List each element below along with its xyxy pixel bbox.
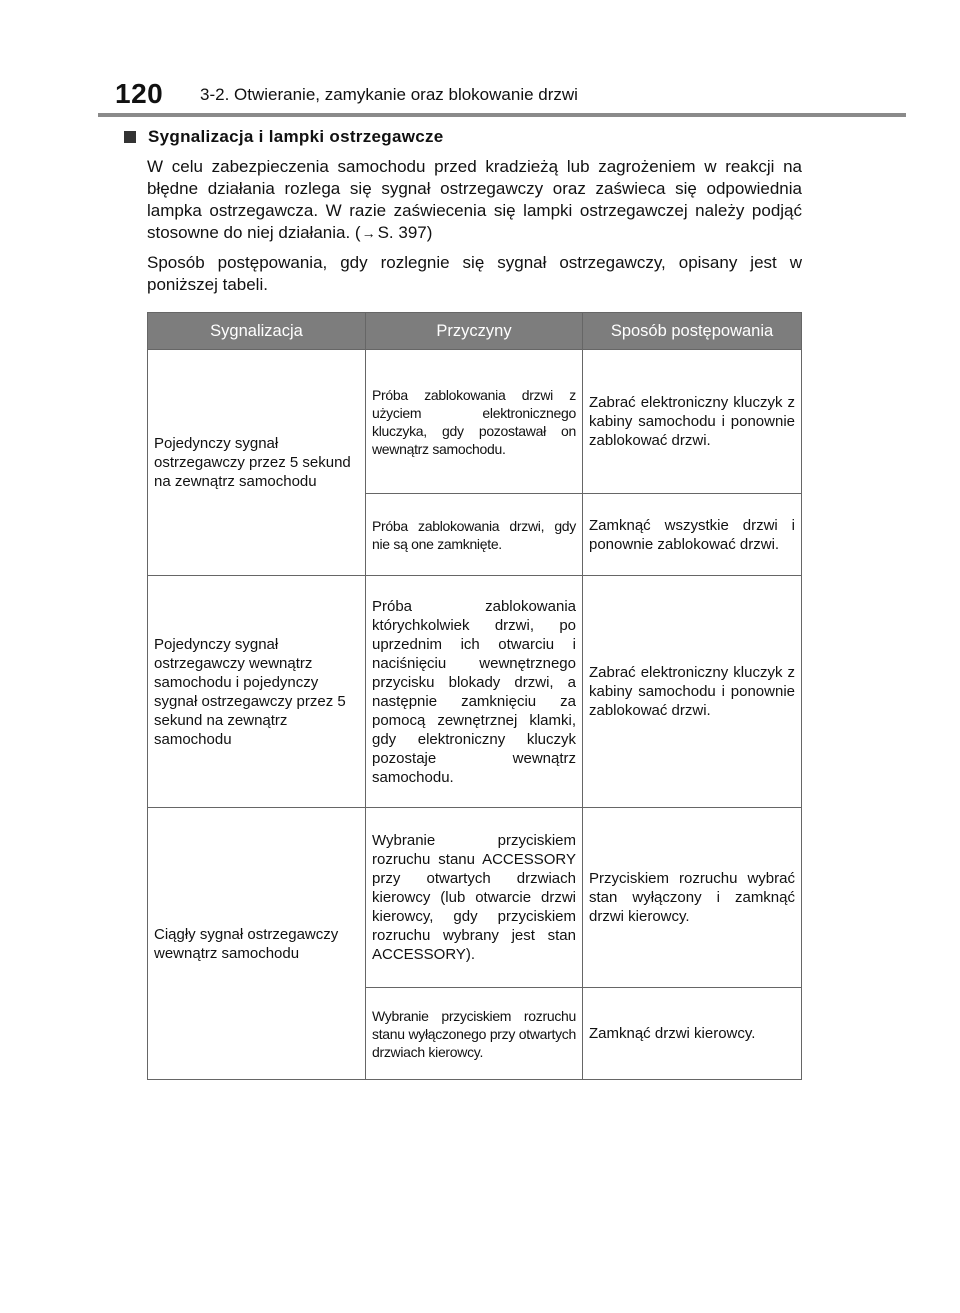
arrow-right-icon: → xyxy=(361,225,376,241)
action-cell: Zamknąć drzwi kierowcy. xyxy=(583,988,802,1080)
table-intro-paragraph: Sposób postępowania, gdy rozlegnie się sygnał ostrzegawczy, opisany jest w poniższej tabeli. xyxy=(147,253,802,294)
cause-cell: Próba zablokowania drzwi, gdy nie są one zamknięte. xyxy=(366,494,583,576)
section-warnings xyxy=(122,124,802,296)
cause-cell: Wybranie przyciskiem rozruchu stanu wyłączonego przy otwartych drzwiach kierowcy. xyxy=(366,988,583,1080)
action-cell: Zabrać elektroniczny kluczyk z kabiny samochodu i ponownie zablokować drzwi. xyxy=(583,350,802,494)
action-cell: Zamknąć wszystkie drzwi i ponownie zablokować drzwi. xyxy=(583,494,802,576)
cause-cell: Próba zablokowania którychkolwiek drzwi, po uprzednim ich otwarciu i naciśnięciu wewnętrznego przycisku blokady drzwi, a następnie zamknięciu za pomocą zewnętrznej klamki, gdy elektroniczny kluczyk pozostaje wewnątrz samochodu. xyxy=(366,576,583,808)
section-heading-text: Sygnalizacja i lampki ostrzegawcze xyxy=(148,127,444,146)
cause-cell: Wybranie przyciskiem rozruchu stanu ACCESSORY przy otwartych drzwiach kierowcy (lub otwarcie drzwi kierowcy, gdy przyciskiem rozruchu wybrany jest stan ACCESSORY). xyxy=(366,808,583,988)
page-header xyxy=(0,0,960,120)
section-heading xyxy=(122,124,802,150)
square-bullet-icon xyxy=(124,131,136,143)
table-row xyxy=(148,576,802,808)
table-row xyxy=(148,350,802,494)
intro-paragraph xyxy=(147,156,802,244)
signal-cell: Pojedynczy sygnał ostrzegawczy przez 5 sekund na zewnątrz samochodu xyxy=(148,350,366,576)
column-header: Sposób postępowania xyxy=(583,313,802,350)
column-header: Przyczyny xyxy=(366,313,583,350)
chapter-title: 3-2. Otwieranie, zamykanie oraz blokowanie drzwi xyxy=(200,85,578,104)
column-header: Sygnalizacja xyxy=(148,313,366,350)
action-cell: Przyciskiem rozruchu wybrać stan wyłączony i zamknąć drzwi kierowcy. xyxy=(583,808,802,988)
header-divider xyxy=(98,113,906,117)
table-header-row xyxy=(148,313,802,350)
page-reference-link[interactable]: S. 397) xyxy=(377,223,433,242)
table-row xyxy=(148,808,802,988)
page-number: 120 xyxy=(115,78,164,109)
warning-table xyxy=(147,312,802,1080)
intro-text: W celu zabezpieczenia samochodu przed kradzieżą lub zagrożeniem w reakcji na błędne działania rozlega się sygnał ostrzegawczy oraz zaświeca się odpowiednia lampka ostrzegawcza. W razie zaświecenia się lampki ostrzegawczej należy podjąć stosowne do niej działania. ( xyxy=(147,157,802,242)
signal-cell: Ciągły sygnał ostrzegawczy wewnątrz samochodu xyxy=(148,808,366,1080)
cause-cell: Próba zablokowania drzwi z użyciem elektronicznego kluczyka, gdy pozostawał on wewnątrz samochodu. xyxy=(366,350,583,494)
signal-cell: Pojedynczy sygnał ostrzegawczy wewnątrz samochodu i pojedynczy sygnał ostrzegawczy przez 5 sekund na zewnątrz samochodu xyxy=(148,576,366,808)
action-cell: Zabrać elektroniczny kluczyk z kabiny samochodu i ponownie zablokować drzwi. xyxy=(583,576,802,808)
